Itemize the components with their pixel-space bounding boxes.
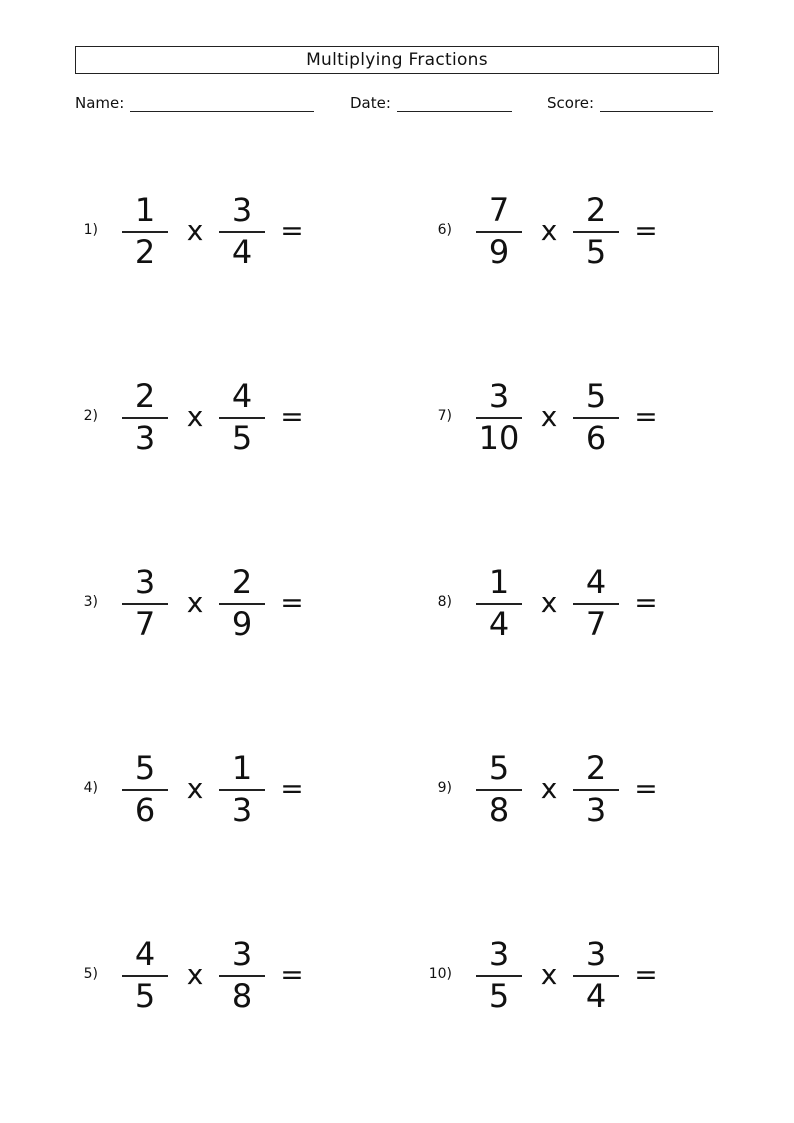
multiply-sign: x (186, 772, 204, 805)
date-field (350, 90, 512, 112)
fraction-a (122, 748, 168, 838)
fraction-a (122, 562, 168, 652)
fraction-b (219, 562, 265, 652)
denominator: 4 (488, 605, 510, 643)
fraction-b (219, 376, 265, 466)
fraction-b (573, 376, 619, 466)
fraction-a (122, 934, 168, 1024)
denominator: 4 (585, 977, 607, 1015)
problem-number: 6) (437, 222, 452, 238)
problem-number: 1) (83, 222, 98, 238)
denominator: 5 (134, 977, 156, 1015)
name-field (75, 90, 314, 112)
problem-5 (68, 934, 368, 1024)
problem-7 (422, 376, 722, 466)
denominator: 5 (585, 233, 607, 271)
equals-sign: = (634, 958, 658, 991)
date-label: Date: (350, 94, 391, 112)
fraction-a (476, 748, 522, 838)
problem-number: 3) (83, 594, 98, 610)
equals-sign: = (634, 214, 658, 247)
numerator: 2 (134, 377, 156, 415)
numerator: 3 (488, 377, 510, 415)
numerator: 3 (231, 935, 253, 973)
denominator: 2 (134, 233, 156, 271)
denominator: 5 (231, 419, 253, 457)
fraction-a (122, 376, 168, 466)
equals-sign: = (280, 214, 304, 247)
equals-sign: = (634, 400, 658, 433)
fraction-b (573, 562, 619, 652)
numerator: 4 (134, 935, 156, 973)
numerator: 2 (585, 749, 607, 787)
denominator: 8 (231, 977, 253, 1015)
numerator: 4 (231, 377, 253, 415)
numerator: 3 (231, 191, 253, 229)
fraction-a (476, 376, 522, 466)
multiply-sign: x (186, 214, 204, 247)
problem-3 (68, 562, 368, 652)
fraction-b (219, 748, 265, 838)
fraction-b (573, 934, 619, 1024)
name-blank-line[interactable] (130, 94, 314, 112)
problem-number: 7) (437, 408, 452, 424)
score-field (547, 90, 713, 112)
problem-number: 9) (437, 780, 452, 796)
problem-10 (422, 934, 722, 1024)
fraction-a (476, 934, 522, 1024)
equals-sign: = (280, 400, 304, 433)
problem-number: 4) (83, 780, 98, 796)
fraction-b (573, 748, 619, 838)
denominator: 9 (231, 605, 253, 643)
numerator: 5 (585, 377, 607, 415)
numerator: 1 (488, 563, 510, 601)
problem-4 (68, 748, 368, 838)
multiply-sign: x (540, 772, 558, 805)
score-label: Score: (547, 94, 595, 112)
denominator: 3 (585, 791, 607, 829)
fraction-b (573, 190, 619, 280)
equals-sign: = (634, 772, 658, 805)
problem-9 (422, 748, 722, 838)
worksheet-title-text: Multiplying Fractions (306, 50, 488, 70)
problem-number: 5) (83, 966, 98, 982)
problem-number: 2) (83, 408, 98, 424)
multiply-sign: x (186, 400, 204, 433)
problem-1 (68, 190, 368, 280)
denominator: 6 (134, 791, 156, 829)
numerator: 5 (134, 749, 156, 787)
numerator: 7 (488, 191, 510, 229)
numerator: 3 (134, 563, 156, 601)
fraction-b (219, 190, 265, 280)
numerator: 3 (488, 935, 510, 973)
multiply-sign: x (186, 586, 204, 619)
fraction-a (122, 190, 168, 280)
fraction-b (219, 934, 265, 1024)
numerator: 2 (585, 191, 607, 229)
denominator: 3 (134, 419, 156, 457)
problem-number: 8) (437, 594, 452, 610)
fraction-a (476, 190, 522, 280)
fraction-a (476, 562, 522, 652)
denominator: 6 (585, 419, 607, 457)
multiply-sign: x (540, 586, 558, 619)
problem-8 (422, 562, 722, 652)
multiply-sign: x (540, 958, 558, 991)
numerator: 2 (231, 563, 253, 601)
denominator: 10 (478, 419, 520, 457)
problem-number: 10) (428, 966, 452, 982)
denominator: 9 (488, 233, 510, 271)
denominator: 4 (231, 233, 253, 271)
numerator: 1 (134, 191, 156, 229)
multiply-sign: x (186, 958, 204, 991)
denominator: 8 (488, 791, 510, 829)
equals-sign: = (280, 958, 304, 991)
multiply-sign: x (540, 400, 558, 433)
denominator: 5 (488, 977, 510, 1015)
name-label: Name: (75, 94, 125, 112)
numerator: 3 (585, 935, 607, 973)
numerator: 1 (231, 749, 253, 787)
problem-6 (422, 190, 722, 280)
worksheet-title (75, 46, 719, 74)
denominator: 7 (134, 605, 156, 643)
equals-sign: = (280, 586, 304, 619)
equals-sign: = (634, 586, 658, 619)
score-blank-line[interactable] (600, 94, 713, 112)
numerator: 5 (488, 749, 510, 787)
equals-sign: = (280, 772, 304, 805)
denominator: 7 (585, 605, 607, 643)
multiply-sign: x (540, 214, 558, 247)
problem-2 (68, 376, 368, 466)
numerator: 4 (585, 563, 607, 601)
denominator: 3 (231, 791, 253, 829)
date-blank-line[interactable] (397, 94, 512, 112)
